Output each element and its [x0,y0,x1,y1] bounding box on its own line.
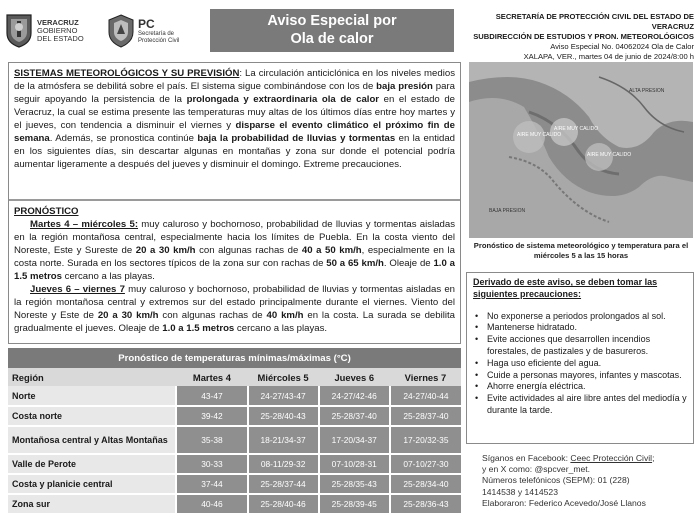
forecast-bold: 20 a 30 km/h [135,245,196,256]
main-text-panel [8,62,461,344]
systems-text: en el estado de Veracruz, la cual se estima presente las temperaturas muy altas de los últimos días entre hoy martes y el jueves, con tendencia a disminuir el viernes y [14,94,455,131]
precaution-item: • Mantenerse hidratado. [473,322,687,334]
temp-cell: 08-11/29-32 [248,454,319,474]
forecast-text: en la costa. La surada se debilita gradualmente el jueves. Oleaje de [14,310,455,334]
column-header-day: Jueves 6 [319,368,390,386]
temp-cell: 07-10/27-30 [390,454,461,474]
systems-text: . Además, se pronostica continúe [49,133,198,144]
document-title [210,9,454,52]
weather-map-image [469,62,693,238]
title-line2: Ola de calor [290,31,374,47]
veracruz-logo-line1: VERACRUZ [37,18,79,27]
forecast-text: , especialmente en la costa norte. Surada en los sectores típicos de la zona sur con rachas de [14,245,455,269]
forecast-period-2 [14,283,455,335]
column-header-day: Martes 4 [176,368,247,386]
temp-cell: 17-20/34-37 [319,426,390,454]
veracruz-logo-text [37,19,84,43]
temp-cell: 25-28/40-46 [248,494,319,514]
systems-bold: baja presión [376,81,433,92]
temp-cell: 17-20/32-35 [390,426,461,454]
region-cell: Norte [8,386,176,406]
region-cell: Costa norte [8,406,176,426]
forecast-text: muy caluroso y bochornoso, probabilidad de lluvias y tormentas aisladas en la región montañosa central, especialmente hacia los límites de Puebla. En la costa viento del Noreste, Este y Sureste de [14,219,456,256]
temp-cell: 25-28/37-40 [319,406,390,426]
temp-cell: 37-44 [176,474,247,494]
forecast-period-2-label: Jueves 6 – viernes 7 [30,284,125,295]
facebook-link[interactable]: Ceec Protección Civil [570,453,653,463]
systems-text: para seguir apoyando la persistencia de la [14,81,455,105]
map-label: AIRE MUY CALIDO [517,132,562,138]
temp-cell: 24-27/42-46 [319,386,390,406]
region-cell: Costa y planicie central [8,474,176,494]
section-divider [9,199,460,201]
agency-block [458,12,694,62]
systems-bold: prolongada y extraordinaria ola de calor [186,94,380,105]
forecast-text: . Oleaje de [383,258,434,269]
temp-cell: 24-27/43-47 [248,386,319,406]
veracruz-logo [5,10,100,52]
temp-cell: 18-21/34-37 [248,426,319,454]
forecast-heading: PRONÓSTICO [14,206,79,217]
precautions-heading: Derivado de este aviso, se deben tomar las siguientes precauciones: [473,277,658,299]
forecast-text: con algunas rachas de [195,245,302,256]
region-cell: Zona sur [8,494,176,514]
veracruz-shield-icon [5,13,33,49]
pc-emblem-icon [108,14,134,48]
systems-heading: SISTEMAS METEOROLÓGICOS Y SU PREVISIÓN [14,68,240,79]
map-label: AIRE MUY CALIDO [587,152,632,158]
table-header-row [8,368,461,386]
precaution-item: • Cuide a personas mayores, infantes y mascotas. [473,370,687,382]
bulletin-date: XALAPA, VER., martes 04 de junio de 2024/8:00 h [523,52,694,61]
systems-text: : La circulación anticiclónica en los niveles medios de la atmósfera se debilitá sobre el país. El sistema sigue combinándose con los de [14,68,455,92]
precaution-item: • Ahorre energía eléctrica. [473,381,687,393]
region-cell: Montañosa central y Altas Montañas [8,426,176,454]
precaution-item: • Evite acciones que desarrollen incendios forestales, de pastizales y de basureros. [473,334,687,358]
table-row [8,386,461,406]
pc-logo-line1: Secretaría de [138,30,175,37]
pc-logo-text [138,18,179,45]
map-label: ALTA PRESION [629,88,665,94]
map-caption: Pronóstico de sistema meteorológico y temperatura para el miércoles 5 a las 15 horas [473,241,689,260]
contact-x: y en X como: @spcver_met. [482,464,591,475]
temp-cell: 25-28/37-44 [248,474,319,494]
column-header-day: Viernes 7 [390,368,461,386]
temp-cell: 25-28/37-40 [390,406,461,426]
title-line1: Aviso Especial por [267,13,397,29]
temp-cell: 43-47 [176,386,247,406]
temp-cell: 39-42 [176,406,247,426]
systems-bold: baja la probabilidad de lluvias y tormentas [197,133,396,144]
table-row [8,474,461,494]
forecast-bold: 40 a 50 km/h [301,245,362,256]
pc-logo-abbr: PC [138,16,155,31]
table-row [8,494,461,514]
precautions-box [466,272,694,444]
forecast-text: muy caluroso y bochornoso, probabilidad de lluvias y tormentas aisladas en la región montañosa central y extremos sur del estado principalmente durante el viernes. Viento del Noreste y Este de [14,284,456,321]
agency-line1: SECRETARÍA DE PROTECCIÓN CIVIL DEL ESTADO DE VERACRUZ [495,12,694,31]
precaution-item: • Haga uso eficiente del agua. [473,358,687,370]
temp-cell: 25-28/34-40 [390,474,461,494]
region-cell: Valle de Perote [8,454,176,474]
table-caption: Pronóstico de temperaturas mínimas/máximas (°C) [8,348,461,368]
temperature-table [8,348,461,515]
systems-text: en la entidad en los siguientes días, sin descartar algunas en montañas y zona sur donde el potencial podría aumentar ligeramente a después del jueves y disminuir el domingo. Extreme precauciones. [14,133,455,170]
forecast-section [14,205,455,335]
systems-section [14,67,455,171]
temp-cell: 35-38 [176,426,247,454]
forecast-bold: 50 a 65 km/h [326,258,384,269]
contact-punct: ; [652,453,655,463]
forecast-bold: 1.0 a 1.5 metros [14,258,455,282]
veracruz-logo-line3: DEL ESTADO [37,34,84,43]
contact-phone-label: Números telefónicos (SEPM): 01 (228) [482,475,630,486]
temp-cell: 30-33 [176,454,247,474]
column-header-region: Región [8,368,176,386]
systems-bold: disparse el evento climático el próximo fin de semana [14,120,455,144]
veracruz-logo-line2: GOBIERNO [37,26,78,35]
table-row [8,426,461,454]
temp-cell: 25-28/40-43 [248,406,319,426]
pc-logo [108,12,198,50]
forecast-period-1 [14,218,455,283]
temp-cell: 25-28/39-45 [319,494,390,514]
weather-map [469,62,693,238]
forecast-text: con algunas rachas de [158,310,267,321]
forecast-period-1-label: Martes 4 – miércoles 5: [30,219,139,230]
contact-info [482,453,694,509]
forecast-bold: 40 km/h [266,310,304,321]
pc-logo-line2: Protección Civil [138,37,180,44]
table-row [8,454,461,474]
forecast-bold: 20 a 30 km/h [97,310,159,321]
forecast-text: cercano a las playas. [62,271,155,282]
map-label: BAJA PRESION [489,208,526,214]
forecast-bold: 1.0 a 1.5 metros [162,323,235,334]
temp-cell: 24-27/40-44 [390,386,461,406]
bulletin-number: Aviso Especial No. 04062024 Ola de Calor [550,42,694,51]
temp-cell: 40-46 [176,494,247,514]
map-label: AIRE MUY CALIDO [554,126,599,132]
contact-phone-numbers: 1414538 y 1414523 [482,486,558,497]
temp-cell: 25-28/35-43 [319,474,390,494]
contact-facebook-label: Síganos en Facebook: [482,453,571,463]
contact-authors: Elaboraron: Federico Acevedo/José Llanos [482,497,646,508]
forecast-text: cercano a las playas. [234,323,328,334]
agency-line2: SUBDIRECCIÓN DE ESTUDIOS Y PRON. METEOROLÓGICOS [473,32,694,41]
precautions-list [473,311,687,417]
precaution-item: • Evite actividades al aire libre antes del mediodía y durante la tarde. [473,393,687,417]
table-row [8,406,461,426]
precaution-item: • No exponerse a periodos prolongados al sol. [473,311,687,323]
temp-cell: 07-10/28-31 [319,454,390,474]
temp-cell: 25-28/36-43 [390,494,461,514]
column-header-day: Miércoles 5 [248,368,319,386]
